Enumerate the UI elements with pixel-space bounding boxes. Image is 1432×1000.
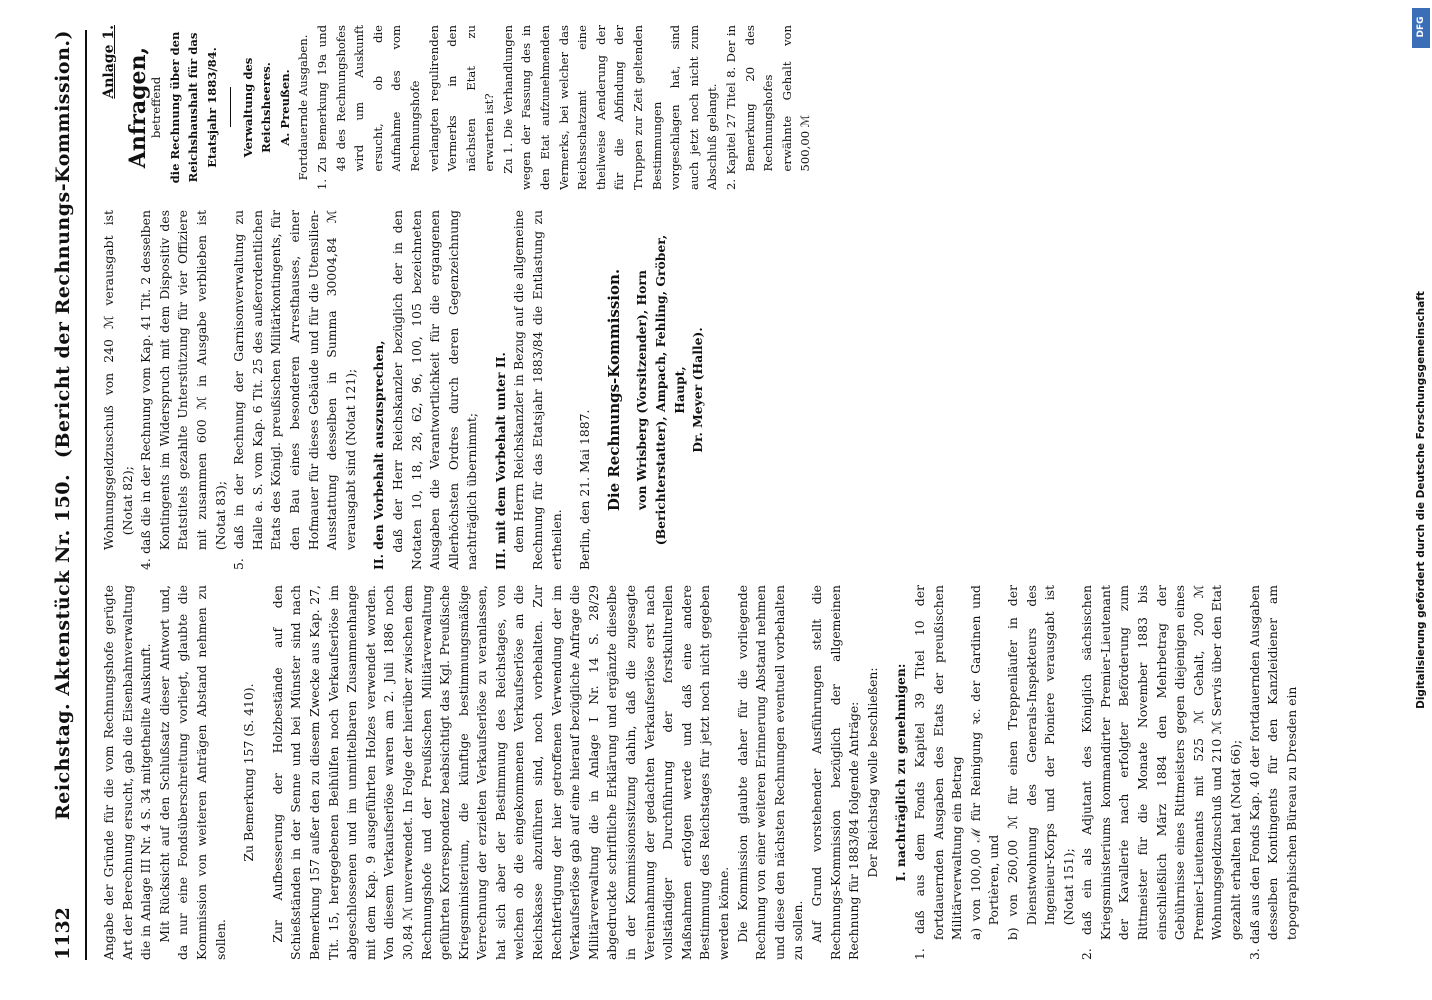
list-item: 2. daß ein als Adjutant des Königlich sächsischen Kriegsministeriums kommandirter Premier-Lieutenant der Kavallerie nach erfolgter Beförderung zum Rittmeister für die Monate November 1883 bis einschließlich März 1884 den Mehrbetrag der Gebührnisse eines Rittmeisters gegen diejenigen eines Premier-Lieutenants mit 525 ℳ Gehalt, 200 ℳ Wohnungsgeldzuschuß und 210 ℳ Servis über den Etat gezahlt erhalten hat (Notat 66); bbox=[1079, 585, 1244, 960]
annex-label: Anlage 1. bbox=[101, 25, 117, 99]
divider bbox=[230, 88, 231, 128]
paragraph: dem Herrn Reichskanzler in Bezug auf die allgemeine Rechnung für das Etatsjahr 1883/84 die Entlastung zu ertheilen. bbox=[511, 210, 564, 570]
annex-subject: die Rechnung über den Reichshaushalt für das Etatsjahr 1883/84. bbox=[167, 31, 219, 184]
paragraph: Mit Rücksicht auf den Schlußsatz dieser Antwort und, da nur eine Fondsüberschreitung vorliegt, glaubte die Kommission von weiteren Anträgen Abstand nehmen zu sollen. bbox=[156, 585, 228, 960]
column-2 bbox=[100, 210, 1390, 570]
section-heading: Verwaltung des Reichsheeres. bbox=[240, 57, 274, 158]
list-item: a) von 100,00 ℳ für Reinigung ꝛc. der Gardinen und Portièren, und bbox=[967, 585, 1002, 941]
paragraph: Angabe der Gründe für die vom Rechnungshofe gerügte Art der Berechnung ersucht, gab die Eisenbahnverwaltung die in Anlage III Nr. 4 S. 34 mitgetheilte Auskunft. bbox=[101, 585, 154, 960]
paragraph: Der Reichstag wolle beschließen: bbox=[864, 667, 880, 878]
list-item: 3. daß aus den Fonds Kap. 40 der fortdauernden Ausgaben desselben Kontingents für den Kanzleidiener am topographischen Büreau zu Dresden ein bbox=[1246, 585, 1299, 960]
list-item: 5. daß in der Rechnung der Garnisonverwaltung zu Halle a. S. vom Kap. 6 Tit. 25 des außerordentlichen Etats des Königl. preußischen Militärkontingents, für den Bau eines besonderen Arresthauses, einer Hofmauer für dieses Gebäude und für die Utensilien-Ausstattung desselben in Summa 30004,84 ℳ verausgabt sind (Notat 121); bbox=[231, 210, 358, 570]
column-1 bbox=[100, 585, 1390, 960]
annex-subtitle: betreffend bbox=[149, 76, 164, 139]
header-subtitle: (Bericht der Rechnungs-Kommission.) bbox=[52, 30, 74, 459]
signatures: Dr. Meyer (Halle). bbox=[690, 327, 706, 453]
dfg-logo: DFG bbox=[1412, 8, 1430, 48]
digitization-credit: Digitalisierung gefördert durch die Deutsche Forschungsgemeinschaft bbox=[1415, 291, 1427, 709]
section-heading: A. Preußen. bbox=[277, 69, 292, 146]
list-item: 2. Kapitel 27 Titel 8. Der in Bemerkung 20 des Rechnungshofes erwähnte Gehalt von 500,00 ℳ bbox=[724, 25, 813, 190]
header-title: Reichstag. Aktenstück Nr. 150. bbox=[52, 473, 74, 820]
digitization-credit-strip bbox=[1410, 0, 1432, 1000]
column-3 bbox=[100, 25, 1390, 190]
paragraph: Zur Aufbesserung der Holzbestände auf den Schießständen in der Senne und bei Münster sind nach Bemerkung 157 außer den zu diesem Zwecke aus Kap. 27, Tit. 15, hergegebenen Beihülfen noch Verkaufserlöse im abgeschlossenen und im unmittelbaren Zusammenhange mit dem Kap. 9 ausgeführten Holzes verwendet worden. Von diesem Verkaufserlöse waren am 2. Juli 1886 noch 30,84 ℳ unverwendet. In Folge der hierüber zwischen dem Rechnungshofe und der Preußischen Militärverwaltung geführten Korrespondenz beabsichtigt das Kgl. Preußische Kriegsministerium, die künftige bestimmungsmäßige Verrechnung der erzielten Verkaufserlöse zu veranlassen, hat sich aber der Bestimmung des Reichstages, von welchen ob die eingekommenen Verkaufserlöse an die Reichskasse abzuführen sind, noch vorbehalten. Zur Rechtfertigung der hier getroffenen Verwendung der im Verkaufserlöse gab auf eine hierauf bezügliche Anfrage die Militärverwaltung die in Anlage I Nr. 14 S. 28/29 abgedruckte schriftliche Erklärung und ergänzte dieselbe in der Kommissionssitzung dahin, daß die zugesagte Vereinnahmung der gedachten Verkaufserlöse erst nach vollständiger Durchführung der forstkulturellen Maßnahmen erfolgen werde und daß eine andere Bestimmung des Reichstages für jetzt noch nicht gegeben werden könne. bbox=[269, 585, 731, 960]
section-heading: Zu Bemerkung 157 (S. 410). bbox=[241, 683, 257, 862]
list-item: 4. daß die in der Rechnung vom Kap. 41 Tit. 2 desselben Kontingents im Widerspruch mit dem Dispositiv des Etatstitels gezahlte Unterstützung für vier Offiziere mit zusammen 600 ℳ in Ausgabe verblieben ist (Notat 83); bbox=[138, 210, 228, 570]
page-number: 1132 bbox=[52, 907, 74, 960]
page-header bbox=[50, 30, 80, 960]
header-rule bbox=[85, 30, 87, 960]
list-item: 1. daß aus dem Fonds Kapitel 39 Titel 10 der fortdauernden Ausgaben des Etats der preußischen Militärverwaltung ein Betrag bbox=[911, 585, 965, 960]
commission-name: Die Rechnungs-Kommission. bbox=[604, 268, 623, 512]
list-item: Wohnungsgeldzuschuß von 240 ℳ verausgabt ist (Notat 82); bbox=[101, 210, 135, 551]
signatures: von Wrisberg (Vorsitzender), Horn (Berichterstatter), Ampach, Fehling, Gröber, Haupt, bbox=[634, 234, 687, 546]
motion-heading: III. mit dem Vorbehalt unter II. bbox=[492, 352, 508, 570]
paragraph: daß der Herr Reichskanzler bezüglich der in den Notaten 10, 18, 28, 62, 96, 100, 105 bezeichneten Ausgaben die Verantwortlichkeit für die ergangenen Allerhöchsten Ordres durch deren Gegenzeichnung nachträglich übernimmt; bbox=[389, 210, 480, 570]
list-item: 1. Zu Bemerkung 19a und 48 des Rechnungshofes wird um Auskunft ersucht, ob die Aufnahme des vom Rechnungshofe verlangten regulirenden Vermerks in den nächsten Etat zu erwarten ist? bbox=[314, 25, 497, 190]
motion-heading: II. den Vorbehalt auszusprechen, bbox=[371, 340, 387, 570]
paragraph: Die Kommission glaubte daher für die vorliegende Rechnung von einer weiteren Erinnerung Abstand nehmen und diese den nächsten Rechnungen eventuell vorbehalten zu sollen. bbox=[734, 585, 806, 960]
annex-title: Anfragen, bbox=[124, 46, 151, 169]
paragraph: Zu 1. Die Verhandlungen wegen der Fassung des in den Etat aufzunehmenden Vermerks, bei welcher das Reichsschatzamt eine theilweise Aenderung der für die Abfindung der Truppen zur Zeit geltenden Bestimmungen vorgeschlagen hat, sind auch jetzt noch nicht zum Abschluß gelangt. bbox=[500, 25, 720, 190]
paragraph: Auf Grund vorstehender Ausführungen stellt die Rechnungs-Kommission bezüglich der allgemeinen Rechnung für 1883/84 folgende Anträge: bbox=[808, 585, 862, 960]
section-heading: Fortdauernde Ausgaben. bbox=[296, 34, 311, 181]
date-line: Berlin, den 21. Mai 1887. bbox=[577, 409, 593, 570]
list-item: b) von 260,00 ℳ für einen Treppenläufer in der Dienstwohnung des Generals-Inspekteurs des Ingenieur-Korps und der Pioniere verausgabt ist (Notat 151); bbox=[1004, 585, 1076, 941]
motion-heading: I. nachträglich zu genehmigen: bbox=[893, 663, 909, 882]
